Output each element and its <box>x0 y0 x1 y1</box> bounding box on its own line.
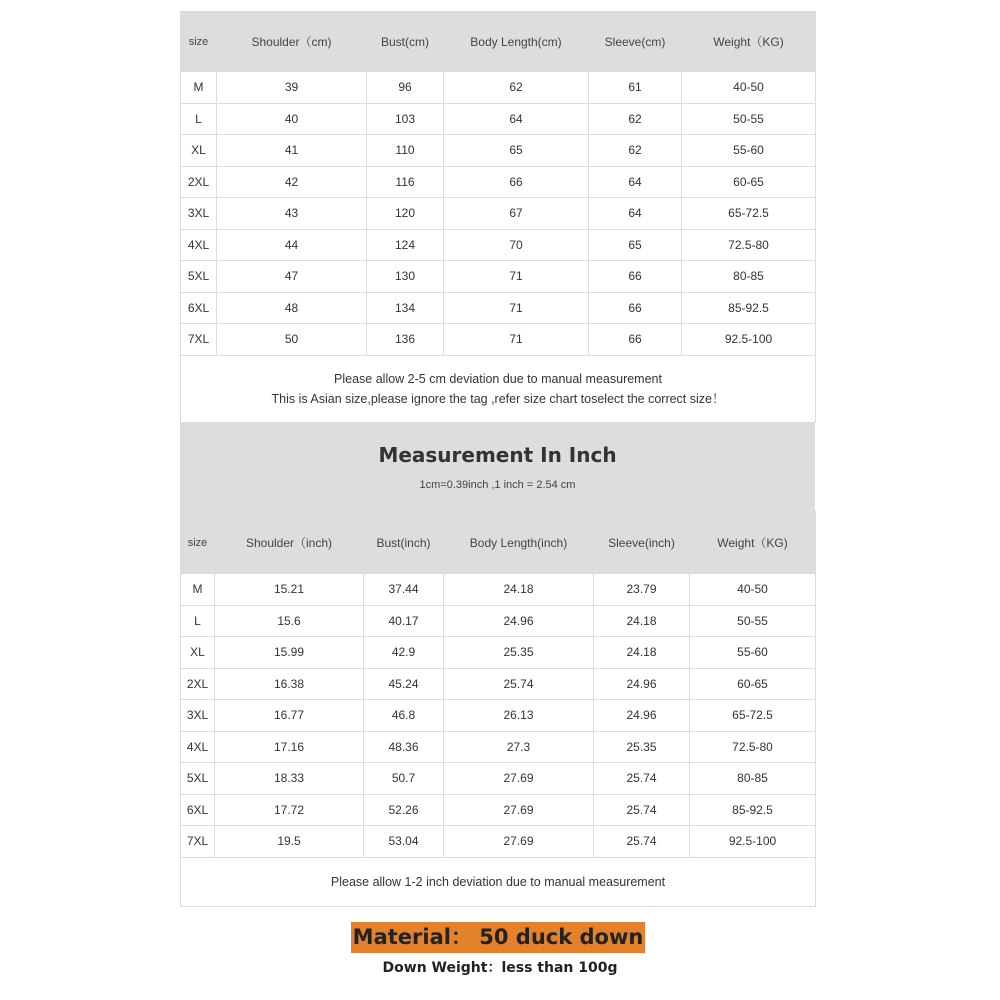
cell-body-length: 64 <box>444 103 589 135</box>
table-row <box>181 166 816 198</box>
cell-sleeve: 64 <box>589 198 682 230</box>
cell-shoulder: 15.6 <box>215 605 364 637</box>
note-row <box>181 355 816 422</box>
cell-bust: 48.36 <box>364 731 444 763</box>
cell-sleeve: 24.18 <box>594 637 690 669</box>
cell-body-length: 27.3 <box>444 731 594 763</box>
cell-body-length: 27.69 <box>444 763 594 795</box>
table-row <box>181 324 816 356</box>
cell-sleeve: 24.18 <box>594 605 690 637</box>
cell-size: 6XL <box>181 292 217 324</box>
cell-bust: 40.17 <box>364 605 444 637</box>
table-row <box>181 668 816 700</box>
cell-sleeve: 65 <box>589 229 682 261</box>
cell-body-length: 25.74 <box>444 668 594 700</box>
cell-shoulder: 18.33 <box>215 763 364 795</box>
cell-body-length: 24.18 <box>444 574 594 606</box>
cell-weight: 60-65 <box>682 166 816 198</box>
cell-size: 4XL <box>181 731 215 763</box>
cell-weight: 72.5-80 <box>682 229 816 261</box>
cell-bust: 52.26 <box>364 794 444 826</box>
cell-shoulder: 41 <box>217 135 367 167</box>
table-row <box>181 261 816 293</box>
header-row <box>181 512 816 574</box>
table-row <box>181 794 816 826</box>
cm-table-body <box>181 72 816 356</box>
cell-shoulder: 48 <box>217 292 367 324</box>
cell-body-length: 27.69 <box>444 794 594 826</box>
cell-size: 3XL <box>181 198 217 230</box>
header-weight: Weight（KG) <box>690 512 816 574</box>
cell-weight: 72.5-80 <box>690 731 816 763</box>
cell-bust: 130 <box>367 261 444 293</box>
cell-weight: 80-85 <box>690 763 816 795</box>
cell-bust: 110 <box>367 135 444 167</box>
cell-sleeve: 25.74 <box>594 826 690 858</box>
cell-shoulder: 15.99 <box>215 637 364 669</box>
inch-size-table <box>180 511 816 907</box>
header-body-length: Body Length(cm) <box>444 12 589 72</box>
table-row <box>181 574 816 606</box>
cell-body-length: 24.96 <box>444 605 594 637</box>
inch-deviation-note: Please allow 1-2 inch deviation due to manual measurement <box>181 857 816 906</box>
note-line-2: This is Asian size,please ignore the tag ,refer size chart toselect the correct size！ <box>271 391 725 406</box>
cell-size: 5XL <box>181 763 215 795</box>
cell-shoulder: 44 <box>217 229 367 261</box>
cell-shoulder: 17.72 <box>215 794 364 826</box>
cell-bust: 134 <box>367 292 444 324</box>
inch-section-header <box>180 423 815 511</box>
table-row <box>181 135 816 167</box>
cell-sleeve: 66 <box>589 261 682 293</box>
cell-weight: 85-92.5 <box>682 292 816 324</box>
note-line-1: Please allow 2-5 cm deviation due to manual measurement <box>334 371 662 386</box>
cell-sleeve: 61 <box>589 72 682 104</box>
cell-weight: 92.5-100 <box>682 324 816 356</box>
cell-body-length: 71 <box>444 261 589 293</box>
cell-sleeve: 23.79 <box>594 574 690 606</box>
cell-size: M <box>181 72 217 104</box>
cell-body-length: 27.69 <box>444 826 594 858</box>
cell-sleeve: 25.35 <box>594 731 690 763</box>
cell-body-length: 26.13 <box>444 700 594 732</box>
table-row <box>181 763 816 795</box>
cell-weight: 80-85 <box>682 261 816 293</box>
cell-size: 2XL <box>181 668 215 700</box>
cell-sleeve: 66 <box>589 324 682 356</box>
cell-sleeve: 25.74 <box>594 794 690 826</box>
inch-table-body <box>181 574 816 858</box>
table-row <box>181 731 816 763</box>
cell-size: M <box>181 574 215 606</box>
cell-sleeve: 66 <box>589 292 682 324</box>
header-shoulder: Shoulder（cm) <box>217 12 367 72</box>
table-row <box>181 700 816 732</box>
cell-size: 3XL <box>181 700 215 732</box>
cell-weight: 85-92.5 <box>690 794 816 826</box>
cell-body-length: 70 <box>444 229 589 261</box>
header-shoulder: Shoulder（inch) <box>215 512 364 574</box>
cell-weight: 60-65 <box>690 668 816 700</box>
cell-size: 7XL <box>181 826 215 858</box>
cell-shoulder: 16.77 <box>215 700 364 732</box>
header-size: size <box>181 512 215 574</box>
cell-sleeve: 64 <box>589 166 682 198</box>
header-size: size <box>181 12 217 72</box>
inch-section-title: Measurement In Inch <box>378 443 617 467</box>
cell-size: 5XL <box>181 261 217 293</box>
cell-weight: 50-55 <box>682 103 816 135</box>
conversion-note: 1cm=0.39inch ,1 inch = 2.54 cm <box>419 479 576 491</box>
cell-bust: 46.8 <box>364 700 444 732</box>
cell-size: 2XL <box>181 166 217 198</box>
cell-weight: 40-50 <box>682 72 816 104</box>
cell-weight: 65-72.5 <box>682 198 816 230</box>
cm-deviation-note <box>181 355 816 422</box>
cell-shoulder: 42 <box>217 166 367 198</box>
header-sleeve: Sleeve(inch) <box>594 512 690 574</box>
cell-size: 6XL <box>181 794 215 826</box>
cell-weight: 55-60 <box>690 637 816 669</box>
cell-bust: 45.24 <box>364 668 444 700</box>
cell-body-length: 71 <box>444 292 589 324</box>
cell-shoulder: 47 <box>217 261 367 293</box>
cell-sleeve: 25.74 <box>594 763 690 795</box>
table-row <box>181 637 816 669</box>
cell-shoulder: 19.5 <box>215 826 364 858</box>
header-bust: Bust(cm) <box>367 12 444 72</box>
cell-shoulder: 17.16 <box>215 731 364 763</box>
down-weight-label: Down Weight：less than 100g <box>382 960 618 976</box>
cell-bust: 120 <box>367 198 444 230</box>
cell-size: XL <box>181 135 217 167</box>
cell-weight: 65-72.5 <box>690 700 816 732</box>
cell-bust: 53.04 <box>364 826 444 858</box>
cell-bust: 42.9 <box>364 637 444 669</box>
cell-sleeve: 62 <box>589 135 682 167</box>
cell-weight: 50-55 <box>690 605 816 637</box>
table-row <box>181 292 816 324</box>
cell-sleeve: 62 <box>589 103 682 135</box>
cell-shoulder: 43 <box>217 198 367 230</box>
table-row <box>181 229 816 261</box>
cell-weight: 55-60 <box>682 135 816 167</box>
cell-body-length: 25.35 <box>444 637 594 669</box>
header-body-length: Body Length(inch) <box>444 512 594 574</box>
cell-size: 4XL <box>181 229 217 261</box>
cell-shoulder: 15.21 <box>215 574 364 606</box>
table-row <box>181 198 816 230</box>
cm-table-header <box>181 12 816 72</box>
cell-weight: 92.5-100 <box>690 826 816 858</box>
material-label: Material： 50 duck down <box>351 922 645 953</box>
header-sleeve: Sleeve(cm) <box>589 12 682 72</box>
table-row <box>181 826 816 858</box>
cell-bust: 37.44 <box>364 574 444 606</box>
cell-bust: 116 <box>367 166 444 198</box>
cell-body-length: 67 <box>444 198 589 230</box>
cell-body-length: 71 <box>444 324 589 356</box>
cell-body-length: 65 <box>444 135 589 167</box>
cell-weight: 40-50 <box>690 574 816 606</box>
cell-bust: 96 <box>367 72 444 104</box>
cell-bust: 103 <box>367 103 444 135</box>
cell-shoulder: 16.38 <box>215 668 364 700</box>
note-row <box>181 857 816 906</box>
cell-size: L <box>181 103 217 135</box>
cell-bust: 50.7 <box>364 763 444 795</box>
header-bust: Bust(inch) <box>364 512 444 574</box>
cell-bust: 124 <box>367 229 444 261</box>
header-row <box>181 12 816 72</box>
cell-size: XL <box>181 637 215 669</box>
cell-shoulder: 40 <box>217 103 367 135</box>
header-weight: Weight（KG) <box>682 12 816 72</box>
cell-sleeve: 24.96 <box>594 700 690 732</box>
cm-size-table <box>180 11 816 423</box>
table-row <box>181 72 816 104</box>
cell-body-length: 62 <box>444 72 589 104</box>
cell-bust: 136 <box>367 324 444 356</box>
cell-shoulder: 39 <box>217 72 367 104</box>
cell-sleeve: 24.96 <box>594 668 690 700</box>
cell-shoulder: 50 <box>217 324 367 356</box>
cell-size: L <box>181 605 215 637</box>
table-row <box>181 605 816 637</box>
cell-size: 7XL <box>181 324 217 356</box>
cell-body-length: 66 <box>444 166 589 198</box>
table-row <box>181 103 816 135</box>
inch-table-header <box>181 512 816 574</box>
